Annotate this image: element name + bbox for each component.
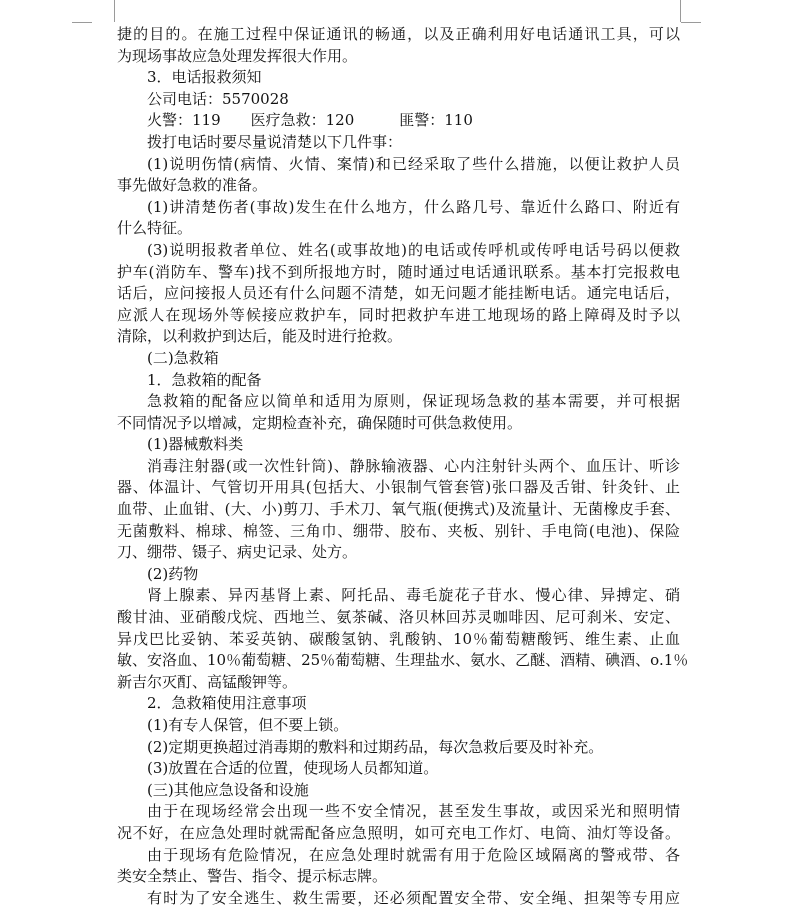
text-line: 不同情况予以增减，定期检查补充，确保随时可供急救使用。 (117, 413, 523, 432)
text-line: 3．电话报救须知 (147, 68, 262, 87)
text-line: (2)药物 (147, 564, 199, 583)
text-line: 护车(消防车、警车)找不到所报地方时，随时通过电话通讯联系。基本打完报救电 (117, 262, 680, 281)
text-line: 异戊巴比妥钠、苯妥英钠、碳酸氢钠、乳酸钠、10％葡萄糖酸钙、维生素、止血 (117, 629, 680, 648)
crop-mark-top-right (680, 0, 703, 22)
text-line: 肾上腺素、异丙基肾上素、阿托品、毒毛旋花子苷水、慢心律、异搏定、硝 (147, 586, 680, 605)
text-line: 为现场事故应急处理发挥很大作用。 (117, 46, 358, 65)
text-line: (1)器械敷料类 (147, 435, 244, 454)
text-line: 器、体温计、气管切开用具(包括大、小银制气管套管)张口器及舌钳、针灸针、止 (117, 478, 680, 497)
crop-mark-top-left-h (72, 22, 92, 23)
text-line: 刀、绷带、镊子、病史记录、处方。 (117, 543, 358, 562)
text-line: 拨打电话时要尽量说清楚以下几件事： (147, 132, 403, 151)
crop-mark-top-left (92, 0, 115, 22)
text-line: 有时为了安全逃生、救生需要，还必须配置安全带、安全绳、担架等专用应 (147, 888, 680, 907)
text-line: (二)急救箱 (147, 348, 219, 367)
text-line: 应派人在现场外等候接应救护车，同时把救护车进工地现场的路上障碍及时予以 (117, 305, 680, 324)
text-line: 清除，以利救护到达后，能及时进行抢救。 (117, 327, 403, 346)
text-line: (2)定期更换超过消毒期的敷料和过期药品，每次急救后要及时补充。 (147, 737, 604, 756)
text-line: 血带、止血钳、(大、小)剪刀、手术刀、氧气瓶(便携式)及流量计、无菌橡皮手套、 (117, 500, 680, 519)
text-line: 火警：119 医疗急救：120 匪警：110 (147, 111, 473, 130)
crop-mark-top-right-h (681, 22, 701, 23)
text-line: 事先做好急救的准备。 (117, 176, 268, 195)
text-line: 1．急救箱的配备 (147, 370, 262, 389)
text-line: 公司电话：5570028 (147, 89, 289, 108)
text-line: 什么特征。 (117, 219, 193, 238)
text-line: 敏、安洛血、10％葡萄糖、25％葡萄糖、生理盐水、氨水、乙醚、酒精、碘酒、o.1％ (117, 651, 689, 670)
text-line: 捷的目的。在施工过程中保证通讯的畅通，以及正确利用好电话通讯工具，可以 (117, 25, 680, 43)
text-line: (1)说明伤情(病情、火情、案情)和已经采取了些什么措施，以便让救护人员 (147, 154, 680, 173)
text-line: 酸甘油、亚硝酸戊烷、西地兰、氨茶碱、洛贝林回苏灵咖啡因、尼可刹米、安定、 (117, 608, 680, 627)
text-line: 急救箱的配备应以简单和适用为原则，保证现场急救的基本需要，并可根据 (147, 392, 680, 411)
text-line: 新吉尔灭酊、高锰酸钾等。 (117, 672, 298, 691)
text-line: (三)其他应急设备和设施 (147, 780, 309, 799)
text-line: (1)讲清楚伤者(事故)发生在什么地方，什么路几号、靠近什么路口、附近有 (147, 197, 680, 216)
text-line: 况不好，在应急处理时就需配备应急照明，如可充电工作灯、电筒、油灯等设备。 (117, 823, 680, 842)
text-line: (3)放置在合适的位置，使现场人员都知道。 (147, 759, 439, 778)
document-body (117, 24, 689, 909)
text-line: 类安全禁止、警告、指令、提示标志牌。 (117, 867, 388, 886)
text-line: 由于在现场经常会出现一些不安全情况，甚至发生事故，或因采光和照明情 (147, 802, 680, 821)
text-line: (3)说明报救者单位、姓名(或事故地)的电话或传呼机或传呼电话号码以便救 (147, 240, 680, 259)
text-line: (1)有专人保管，但不要上锁。 (147, 716, 349, 734)
text-line: 由于现场有危险情况，在应急处理时就需有用于危险区域隔离的警戒带、各 (147, 845, 680, 864)
text-line: 消毒注射器(或一次性针筒)、静脉输液器、心内注射针头两个、血压计、听诊 (147, 456, 680, 475)
text-line: 话后，应问接报人员还有什么问题不清楚，如无问题才能挂断电话。通完电话后， (117, 284, 680, 303)
text-line: 2．急救箱使用注意事项 (147, 694, 307, 713)
text-line: 无菌敷料、棉球、棉签、三角巾、绷带、胶布、夹板、别针、手电筒(电池)、保险 (117, 521, 680, 540)
